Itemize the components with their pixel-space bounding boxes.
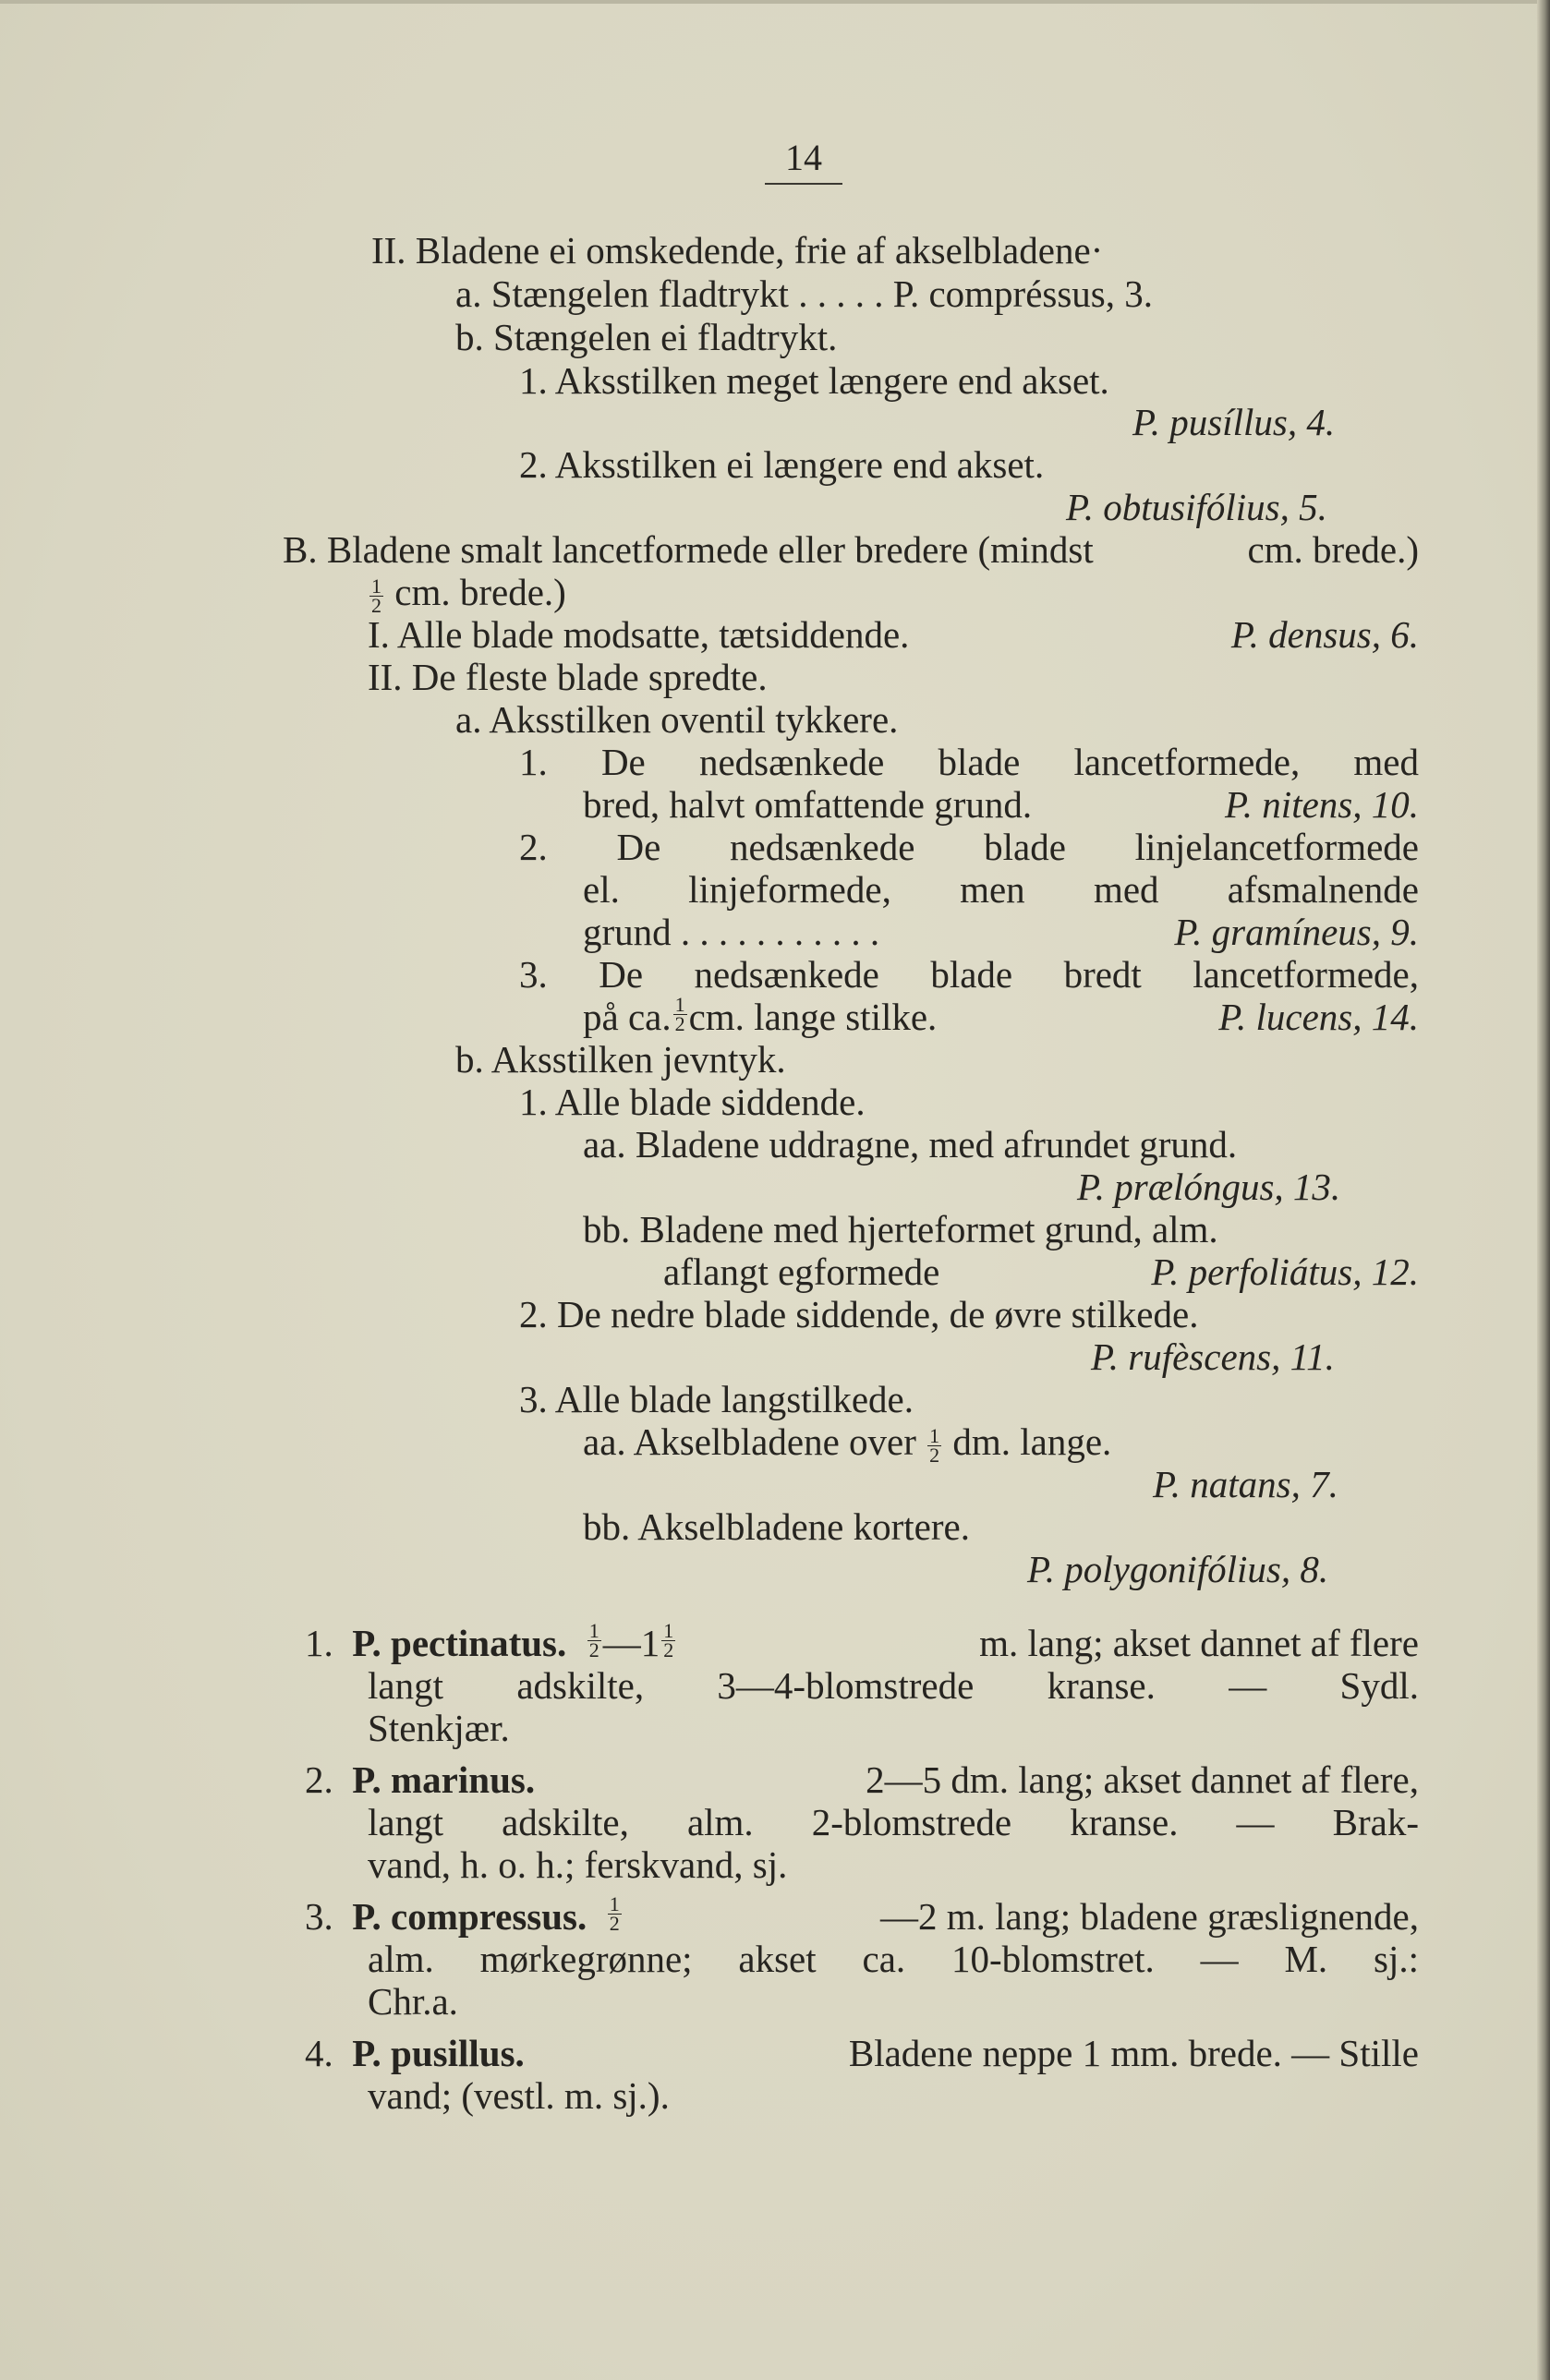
key-line: I. Alle blade modsatte, tætsiddende. P. densus, 6. (368, 613, 1419, 656)
fraction-half: $\frac{1}{2}$ (609, 1892, 620, 1935)
scan-edge-right (1537, 0, 1550, 2380)
entry-line: vand; (vestl. m. sj.). (368, 2074, 670, 2117)
entry-line: 4. P. pusillus. Bladene neppe 1 mm. brede. — Stille (305, 2032, 1419, 2074)
key-line: bred, halvt omfattende grund. P. nitens, 10. (583, 783, 1419, 826)
key-line: $\frac{1}{2}$ cm. brede.) (371, 571, 566, 618)
key-line: a. Stængelen fladtrykt . . . . . P. compréssus, 3. (455, 272, 1154, 315)
entry-line: alm. mørkegrønne; akset ca. 10-blomstret. — M. sj.: (368, 1938, 1419, 1980)
key-line: 3. De nedsænkede blade bredt lancetformede, (519, 953, 1419, 996)
key-line: a. Aksstilken oventil tykkere. (455, 698, 899, 741)
key-line: 1. Aksstilken meget længere end akset. (519, 359, 1109, 402)
key-line: bb. Akselbladene kortere. (583, 1505, 970, 1548)
fraction-half: $\frac{1}{2}$ (371, 574, 381, 618)
key-line: bb. Bladene med hjerteformet grund, alm. (583, 1208, 1218, 1250)
key-line: b. Stængelen ei fladtrykt. (455, 316, 838, 358)
key-line: på ca. $\frac{1}{2}$ cm. lange stilke. P. lucens, 14. (583, 993, 1419, 1038)
key-line: aflangt egformede P. perfoliátus, 12. (663, 1250, 1419, 1293)
page-number: 14 (765, 137, 842, 185)
key-line: aa. Bladene uddragne, med afrundet grund. (583, 1123, 1238, 1166)
species-name: P. obtusifólius, 5. (1066, 486, 1327, 528)
key-line: 2. Aksstilken ei længere end akset. (519, 443, 1045, 486)
species-name: P. pusíllus, 4. (1132, 401, 1336, 443)
entry-line: 3. P. compressus. $\frac{1}{2}$ —2 m. lang; bladene græslignende, (305, 1892, 1419, 1938)
key-line: 2. De nedsænkede blade linjelancetformede (519, 826, 1419, 868)
key-line: 1. Alle blade siddende. (519, 1081, 866, 1123)
entry-line: Stenkjær. (368, 1707, 510, 1749)
species-name: P. prælóngus, 13. (1077, 1166, 1341, 1208)
entry-line: 1. P. pectinatus. $\frac{1}{2}$ —1 $\frac{1}{2}$ m. lang; akset dannet af flere (305, 1619, 1419, 1664)
species-name: P. polygonifólius, 8. (1027, 1548, 1329, 1590)
fraction-half: $\frac{1}{2}$ (674, 993, 685, 1035)
key-line: grund . . . . . . . . . . . P. gramíneus, 9. (583, 911, 1419, 953)
fraction-half: $\frac{1}{2}$ (929, 1424, 940, 1468)
key-line: 2. De nedre blade siddende, de øvre stilkede. (519, 1293, 1199, 1335)
key-line: 1. De nedsænkede blade lancetformede, med (519, 741, 1419, 783)
key-line: el. linjeformede, men med afsmalnende (583, 868, 1419, 911)
entry-line: 2. P. marinus. 2—5 dm. lang; akset dannet af flere, (305, 1758, 1419, 1801)
key-line: II. De fleste blade spredte. (368, 656, 768, 698)
fraction-half: $\frac{1}{2}$ (588, 1619, 599, 1661)
key-line: aa. Akselbladene over $\frac{1}{2}$ dm. lange. (583, 1420, 1112, 1468)
entry-line: vand, h. o. h.; ferskvand, sj. (368, 1843, 788, 1886)
key-line: 3. Alle blade langstilkede. (519, 1378, 914, 1420)
entry-line: Chr.a. (368, 1980, 458, 2023)
scan-edge-top (0, 0, 1550, 4)
species-name: P. natans, 7. (1153, 1463, 1338, 1505)
species-name: P. rufèscens, 11. (1091, 1335, 1335, 1378)
fraction-half: $\frac{1}{2}$ (663, 1619, 674, 1661)
key-line: II. Bladene ei omskedende, frie af akselbladene· (371, 229, 1104, 272)
entry-line: langt adskilte, 3—4-blomstrede kranse. — Sydl. (368, 1664, 1419, 1707)
key-line: b. Aksstilken jevntyk. (455, 1038, 786, 1081)
entry-line: langt adskilte, alm. 2-blomstrede kranse. — Brak- (368, 1801, 1419, 1843)
key-line: B. Bladene smalt lancetformede eller bredere (mindst cm. brede.) (283, 528, 1419, 571)
